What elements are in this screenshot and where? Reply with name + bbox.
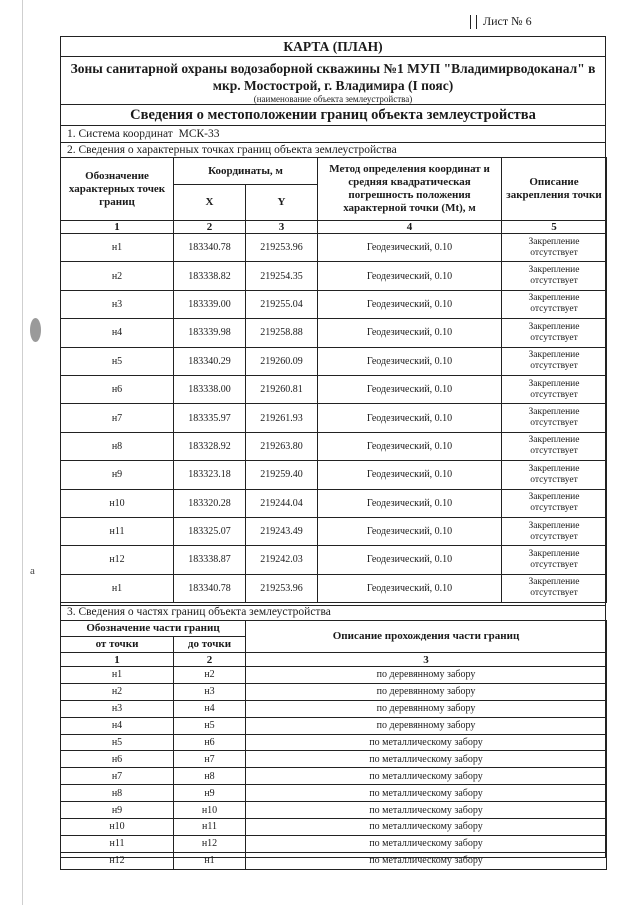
fixing-line2: отсутствует — [530, 446, 578, 457]
fixing-line2: отсутствует — [530, 418, 578, 429]
method-value: Геодезический, 0.10 — [318, 347, 502, 375]
table-row — [61, 802, 607, 819]
coord-x: 183323.18 — [174, 461, 246, 489]
fixing-line2: отсутствует — [530, 389, 578, 400]
coord-x: 183325.07 — [174, 517, 246, 545]
to-point: н5 — [174, 717, 246, 734]
fixing-line1: Закрепление — [528, 321, 580, 332]
fixing-line2: отсутствует — [530, 559, 578, 570]
punch-hole-mark — [30, 318, 41, 342]
part-description: по деревянному забору — [246, 667, 607, 684]
part-description: по металлическому забору — [246, 819, 607, 836]
coord-x: 183338.87 — [174, 546, 246, 574]
coord-x: 183340.78 — [174, 234, 246, 262]
colnum3-3: 3 — [246, 653, 607, 667]
table-row — [61, 432, 607, 460]
section2-label: 2. Сведения о характерных точках границ объекта землеустройства — [67, 144, 397, 156]
table-row — [61, 546, 607, 574]
fixing-line2: отсутствует — [530, 247, 578, 258]
fixing-value — [502, 347, 607, 375]
coordinate-system-value: МСК-33 — [178, 128, 220, 140]
coord-x: 183320.28 — [174, 489, 246, 517]
points-table — [60, 157, 607, 603]
method-value: Геодезический, 0.10 — [318, 375, 502, 403]
point-name: н9 — [61, 461, 174, 489]
table-row — [61, 290, 607, 318]
part-description: по металлическому забору — [246, 785, 607, 802]
fixing-value — [502, 432, 607, 460]
coord-x: 183328.92 — [174, 432, 246, 460]
table-row — [61, 347, 607, 375]
fixing-line1: Закрепление — [528, 265, 580, 276]
to-point: н3 — [174, 683, 246, 700]
table-row — [61, 683, 607, 700]
fixing-value — [502, 574, 607, 602]
colnum-2: 2 — [174, 221, 246, 234]
coord-y: 219261.93 — [246, 404, 318, 432]
part-description: по металлическому забору — [246, 751, 607, 768]
table-row — [61, 404, 607, 432]
part-description: по металлическому забору — [246, 802, 607, 819]
point-name: н8 — [61, 432, 174, 460]
fixing-line2: отсутствует — [530, 304, 578, 315]
method-value: Геодезический, 0.10 — [318, 546, 502, 574]
fixing-line2: отсутствует — [530, 474, 578, 485]
coord-y: 219242.03 — [246, 546, 318, 574]
from-point: н12 — [61, 852, 174, 869]
point-name: н7 — [61, 404, 174, 432]
point-name: н3 — [61, 290, 174, 318]
point-name: н4 — [61, 319, 174, 347]
colnum-4: 4 — [318, 221, 502, 234]
table-row — [61, 667, 607, 684]
fixing-line2: отсутствует — [530, 332, 578, 343]
part-description: по металлическому забору — [246, 835, 607, 852]
to-point: н7 — [174, 751, 246, 768]
part-description: по деревянному забору — [246, 700, 607, 717]
coord-y: 219253.96 — [246, 574, 318, 602]
fixing-line1: Закрепление — [528, 293, 580, 304]
to-point: н2 — [174, 667, 246, 684]
method-value: Геодезический, 0.10 — [318, 489, 502, 517]
point-name: н5 — [61, 347, 174, 375]
fixing-line1: Закрепление — [528, 463, 580, 474]
header-to: до точки — [174, 637, 246, 653]
method-value: Геодезический, 0.10 — [318, 461, 502, 489]
from-point: н10 — [61, 819, 174, 836]
fixing-value — [502, 489, 607, 517]
colnum-1: 1 — [61, 221, 174, 234]
part-description: по деревянному забору — [246, 683, 607, 700]
from-point: н1 — [61, 667, 174, 684]
fixing-line2: отсутствует — [530, 276, 578, 287]
fixing-value — [502, 375, 607, 403]
method-value: Геодезический, 0.10 — [318, 574, 502, 602]
table-row — [61, 234, 607, 262]
method-value: Геодезический, 0.10 — [318, 290, 502, 318]
method-value: Геодезический, 0.10 — [318, 404, 502, 432]
object-name-line1: Зоны санитарной охраны водозаборной скважины №1 МУП "Владимирводоканал" в — [70, 61, 596, 76]
from-point: н6 — [61, 751, 174, 768]
point-name: н1 — [61, 234, 174, 262]
fixing-value — [502, 290, 607, 318]
coord-y: 219260.81 — [246, 375, 318, 403]
fixing-line2: отсутствует — [530, 588, 578, 599]
to-point: н8 — [174, 768, 246, 785]
from-point: н3 — [61, 700, 174, 717]
method-value: Геодезический, 0.10 — [318, 262, 502, 290]
fixing-value — [502, 517, 607, 545]
part-description: по деревянному забору — [246, 717, 607, 734]
from-point: н5 — [61, 734, 174, 751]
fixing-value — [502, 404, 607, 432]
table-row — [61, 489, 607, 517]
from-point: н8 — [61, 785, 174, 802]
fixing-line2: отсутствует — [530, 361, 578, 372]
scan-edge-line — [22, 0, 23, 905]
point-name: н11 — [61, 517, 174, 545]
coordinate-system-row — [67, 128, 220, 140]
coord-y: 219263.80 — [246, 432, 318, 460]
header-point: Обозначение характерных точек границ — [61, 158, 174, 221]
colnum3-1: 1 — [61, 653, 174, 667]
sheet-bar-icon — [470, 15, 477, 29]
coord-x: 183338.00 — [174, 375, 246, 403]
sheet-number-label: Лист № 6 — [483, 14, 532, 28]
table-row — [61, 717, 607, 734]
to-point: н11 — [174, 819, 246, 836]
fixing-line1: Закрепление — [528, 577, 580, 588]
colnum-3: 3 — [246, 221, 318, 234]
map-title: КАРТА (ПЛАН) — [283, 39, 383, 54]
fixing-line1: Закрепление — [528, 407, 580, 418]
section3-label: 3. Сведения о частях границ объекта землеустройства — [67, 606, 331, 618]
coord-y: 219259.40 — [246, 461, 318, 489]
fixing-line1: Закрепление — [528, 435, 580, 446]
fixing-line2: отсутствует — [530, 503, 578, 514]
coord-x: 183335.97 — [174, 404, 246, 432]
table-row — [61, 819, 607, 836]
margin-mark: a — [30, 565, 35, 577]
table-row — [61, 751, 607, 768]
point-name: н10 — [61, 489, 174, 517]
colnum3-2: 2 — [174, 653, 246, 667]
section-title: Сведения о местоположении границ объекта землеустройства — [130, 107, 536, 123]
table-row — [61, 785, 607, 802]
sheet-number — [470, 14, 532, 29]
from-point: н9 — [61, 802, 174, 819]
fixing-line1: Закрепление — [528, 378, 580, 389]
fixing-value — [502, 262, 607, 290]
method-value: Геодезический, 0.10 — [318, 432, 502, 460]
fixing-line1: Закрепление — [528, 350, 580, 361]
coord-x: 183340.29 — [174, 347, 246, 375]
fixing-value — [502, 546, 607, 574]
header-coords: Координаты, м — [174, 158, 318, 185]
table-row — [61, 517, 607, 545]
header-method: Метод определения координат и средняя квадратическая погрешность положения характерной точки (Mt), м — [318, 158, 502, 221]
table-row — [61, 574, 607, 602]
point-name: н2 — [61, 262, 174, 290]
coord-x: 183339.98 — [174, 319, 246, 347]
object-name-caption: (наименование объекта землеустройства) — [253, 94, 413, 104]
table-row — [61, 734, 607, 751]
point-name: н1 — [61, 574, 174, 602]
part-description: по металлическому забору — [246, 852, 607, 869]
header-from: от точки — [61, 637, 174, 653]
table-row — [61, 375, 607, 403]
to-point: н6 — [174, 734, 246, 751]
coordinate-system-label: 1. Система координат — [67, 128, 173, 140]
coord-x: 183338.82 — [174, 262, 246, 290]
point-name: н12 — [61, 546, 174, 574]
fixing-value — [502, 319, 607, 347]
fixing-line1: Закрепление — [528, 492, 580, 503]
fixing-line1: Закрепление — [528, 548, 580, 559]
coord-y: 219244.04 — [246, 489, 318, 517]
from-point: н7 — [61, 768, 174, 785]
parts-table — [60, 620, 607, 870]
coord-y: 219258.88 — [246, 319, 318, 347]
header-part: Обозначение части границ — [61, 621, 246, 637]
table-row — [61, 852, 607, 869]
fixing-line1: Закрепление — [528, 520, 580, 531]
fixing-line1: Закрепление — [528, 236, 580, 247]
point-name: н6 — [61, 375, 174, 403]
header-y: Y — [246, 185, 318, 221]
from-point: н2 — [61, 683, 174, 700]
object-name-line2: мкр. Мостострой, г. Владимира (I пояс) — [212, 78, 454, 93]
to-point: н1 — [174, 852, 246, 869]
coord-y: 219254.35 — [246, 262, 318, 290]
table-row — [61, 461, 607, 489]
coord-x: 183340.78 — [174, 574, 246, 602]
to-point: н4 — [174, 700, 246, 717]
part-description: по металлическому забору — [246, 768, 607, 785]
fixing-value — [502, 461, 607, 489]
header-x: X — [174, 185, 246, 221]
header-description: Описание прохождения части границ — [246, 621, 607, 653]
method-value: Геодезический, 0.10 — [318, 319, 502, 347]
coord-x: 183339.00 — [174, 290, 246, 318]
document-frame — [60, 36, 606, 867]
method-value: Геодезический, 0.10 — [318, 234, 502, 262]
to-point: н12 — [174, 835, 246, 852]
fixing-line2: отсутствует — [530, 531, 578, 542]
table-row — [61, 262, 607, 290]
colnum-5: 5 — [502, 221, 607, 234]
to-point: н10 — [174, 802, 246, 819]
coord-y: 219243.49 — [246, 517, 318, 545]
from-point: н4 — [61, 717, 174, 734]
table-row — [61, 768, 607, 785]
table-row — [61, 319, 607, 347]
method-value: Геодезический, 0.10 — [318, 517, 502, 545]
part-description: по металлическому забору — [246, 734, 607, 751]
from-point: н11 — [61, 835, 174, 852]
table-row — [61, 700, 607, 717]
table-row — [61, 835, 607, 852]
header-fixing: Описание закрепления точки — [502, 158, 607, 221]
to-point: н9 — [174, 785, 246, 802]
fixing-value — [502, 234, 607, 262]
coord-y: 219253.96 — [246, 234, 318, 262]
coord-y: 219260.09 — [246, 347, 318, 375]
coord-y: 219255.04 — [246, 290, 318, 318]
